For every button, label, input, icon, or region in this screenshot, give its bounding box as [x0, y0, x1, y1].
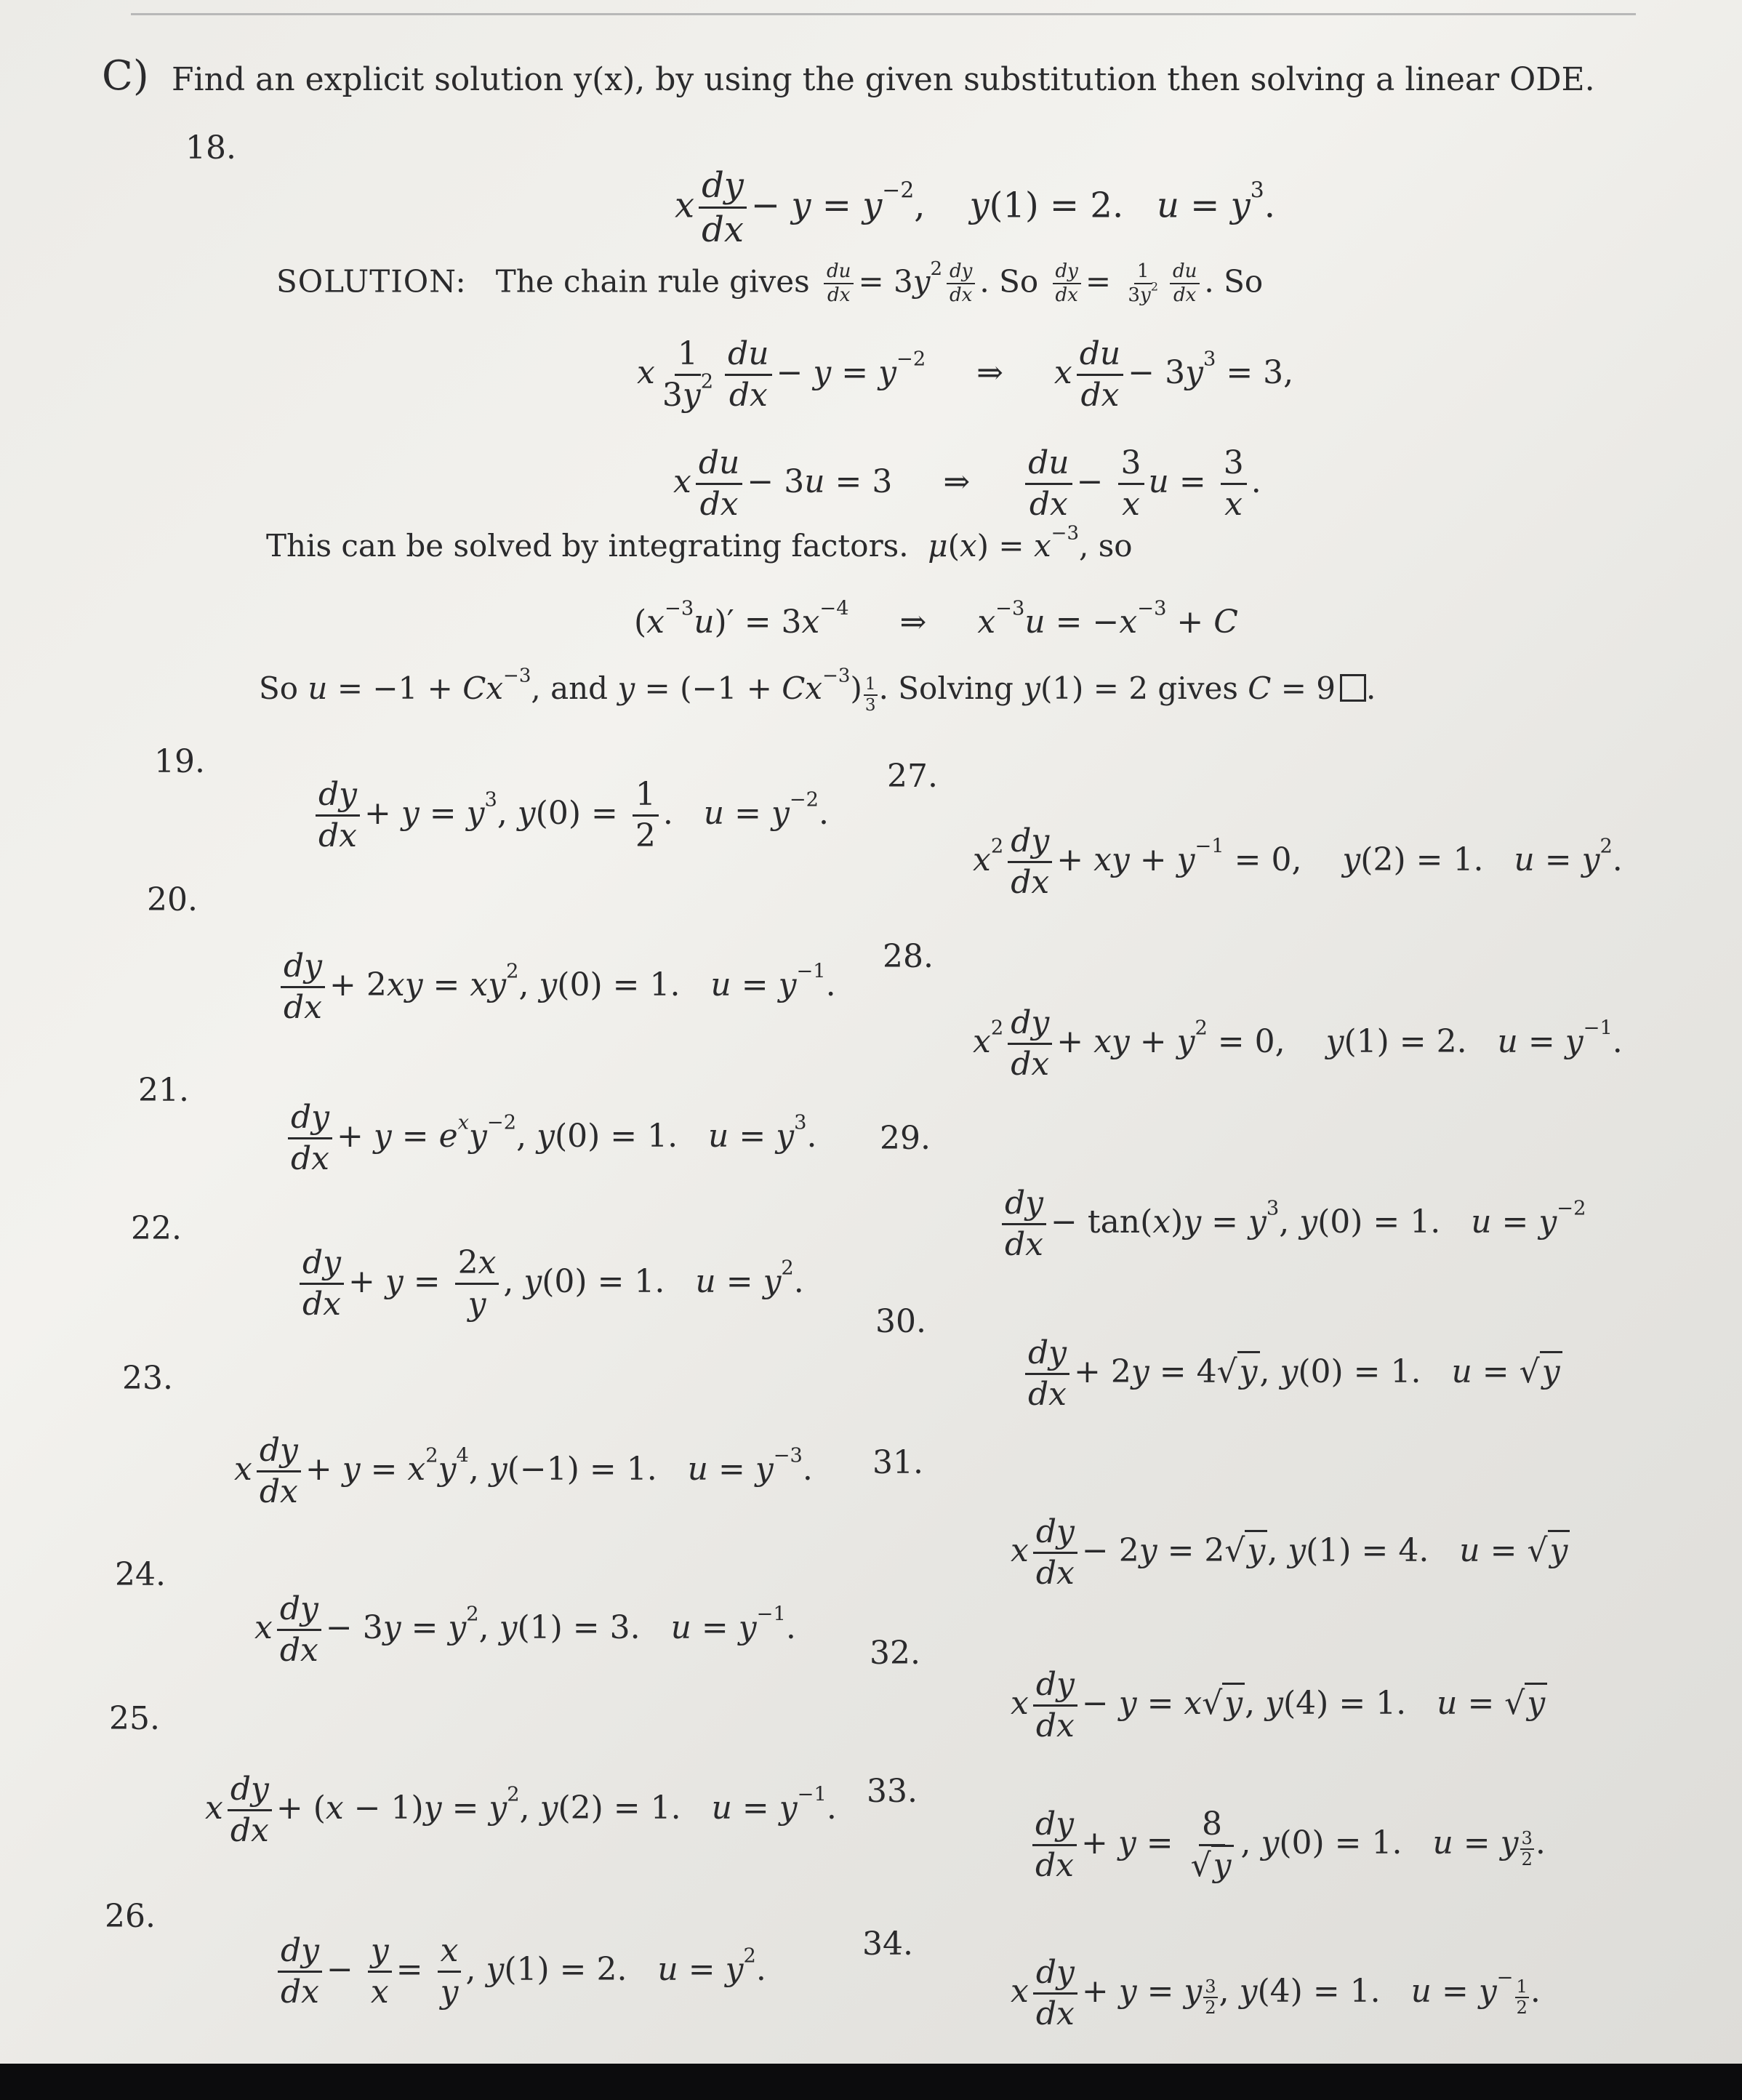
solution-line-1: SOLUTION: The chain rule gives $\frac{du}{dx}$ = $3y^2$ $\frac{dy}{dx}$ . So $\frac{dy}{dx}$ = $\frac{1}{3y^2}$ $\frac{du}{dx}$ . So [276, 257, 1264, 307]
solution-label: SOLUTION: [276, 263, 467, 300]
equation-28: $x^2$ $\frac{dy}{dx}$ + xy + $y^2 = 0$, y(1) = 2. $u = y^{-1}$. [973, 1004, 1623, 1083]
gives-text: gives [1157, 670, 1238, 706]
problem-number-32: 32. [870, 1635, 920, 1672]
integrating-factors-text: This can be solved by integrating factors. [266, 528, 909, 564]
screen-bottom-edge [0, 2064, 1742, 2100]
problem-number-19: 19. [154, 743, 205, 780]
problem-number-21: 21. [138, 1072, 189, 1109]
equation-22: $\frac{dy}{dx}$ + y = $\frac{2x}{y}$ , y(0) = 1. $u = y^2$. [295, 1246, 804, 1321]
equation-32: x $\frac{dy}{dx}$ − y = x√y, y(4) = 1. u = √y [1011, 1668, 1547, 1743]
equation-29: $\frac{dy}{dx}$ − $\tan(x)y = y^3$, y(0) = 1. $u = y^{-2}$ [998, 1187, 1586, 1262]
equation-25: x $\frac{dy}{dx}$ + $(x - 1)y = y^2$, y(2) = 1. $u = y^{-1}$. [205, 1771, 837, 1850]
problem-number-27: 27. [887, 758, 938, 795]
so-word: , so [1079, 528, 1133, 564]
equation-21: $\frac{dy}{dx}$ + $y = e^xy^{-2}$, y(0) = 1. $u = y^3$. [284, 1101, 816, 1176]
equation-19: $\frac{dy}{dx}$ + $y = y^3$, y(0) = $\frac{1}{2}$ . $u = y^{-2}$. [311, 778, 829, 853]
problem-number-31: 31. [872, 1444, 923, 1481]
equation-30: $\frac{dy}{dx}$ + 2y = 4√y, y(0) = 1. u = √y [1021, 1336, 1562, 1411]
chain-intro: The chain rule gives [495, 263, 810, 300]
so-text-2: . So [1204, 263, 1264, 300]
qed-box [1340, 674, 1366, 702]
solution-line-2: x $\frac{1}{3y^2}$ $\frac{du}{dx}$ − $y = y^{-2}$ ⇒ x $\frac{du}{dx}$ − $3y^3 = 3$, [637, 335, 1294, 414]
equation-27: $x^2$ $\frac{dy}{dx}$ + xy + $y^{-1} = 0$, y(2) = 1. $u = y^2$. [973, 822, 1623, 902]
solution-line-3: x $\frac{du}{dx}$ − 3u = 3 ⇒ $\frac{du}{dx}$ − $\frac{3}{x}$ u = $\frac{3}{x}$ . [673, 444, 1261, 524]
problem-number-25: 25. [109, 1700, 160, 1737]
problem-number-23: 23. [122, 1360, 173, 1397]
solution-line-6: So $u = -1 + Cx^{-3}$, and $y = (-1 + Cx^{-3})$ $\frac{1}{3}$ . Solving y(1) = 2 gives C = 9 . [259, 665, 1376, 715]
equation-18: x $\frac{dy}{dx}$ − $y = y^{-2}$, y(1) = 2. $u = y^3$. [675, 165, 1275, 251]
equation-24: x $\frac{dy}{dx}$ − $3y = y^2$, y(1) = 3. $u = y^{-1}$. [254, 1590, 796, 1670]
section-instruction: Find an explicit solution y(x), by using the given substitution then solving a linear ODE. [172, 61, 1595, 98]
problem-number-26: 26. [105, 1898, 156, 1935]
solving-text: . Solving [878, 670, 1014, 706]
problem-number-22: 22. [131, 1210, 182, 1247]
equation-23: x $\frac{dy}{dx}$ + $y = x^2y^4$, y(−1) = 1. $u = y^{-3}$. [234, 1432, 813, 1511]
equation-34: x $\frac{dy}{dx}$ + y = y $\frac{3}{2}$ , y(4) = 1. u = y− $\frac{1}{2}$ . [1011, 1954, 1541, 2033]
section-label: C) [102, 52, 149, 100]
problem-number-34: 34. [862, 1925, 913, 1963]
so-text-1: . So [979, 263, 1039, 300]
equation-31: x $\frac{dy}{dx}$ − 2y = 2√y, y(1) = 4. u = √y [1011, 1515, 1570, 1590]
equation-26: $\frac{dy}{dx}$ − $\frac{y}{x}$ = $\frac{x}{y}$ , y(1) = 2. $u = y^2$. [273, 1934, 766, 2009]
problem-number-24: 24. [115, 1556, 166, 1593]
problem-number-18: 18. [185, 129, 236, 167]
problem-number-33: 33. [867, 1773, 918, 1810]
and-word: , and [531, 670, 609, 706]
equation-20: $\frac{dy}{dx}$ + $2xy = xy^2$, y(0) = 1. $u = y^{-1}$. [276, 950, 836, 1025]
solution-line-5: $(x^{-3}u)' = 3x^{-4}$ ⇒ $x^{-3}u = -x^{-3} + C$ [634, 597, 1238, 641]
equation-33: $\frac{dy}{dx}$ + y = $\frac{8}{√y}$ , y(0) = 1. u = y $\frac{3}{2}$ . [1028, 1808, 1546, 1883]
problem-number-28: 28. [883, 938, 934, 975]
problem-number-29: 29. [880, 1120, 931, 1157]
problem-number-30: 30. [875, 1303, 926, 1340]
top-rule [131, 13, 1636, 15]
problem-number-20: 20. [147, 881, 198, 918]
so-prefix: So [259, 670, 299, 706]
solution-line-4: This can be solved by integrating factors. $\mu(x) = x^{-3}$, so [266, 522, 1133, 564]
